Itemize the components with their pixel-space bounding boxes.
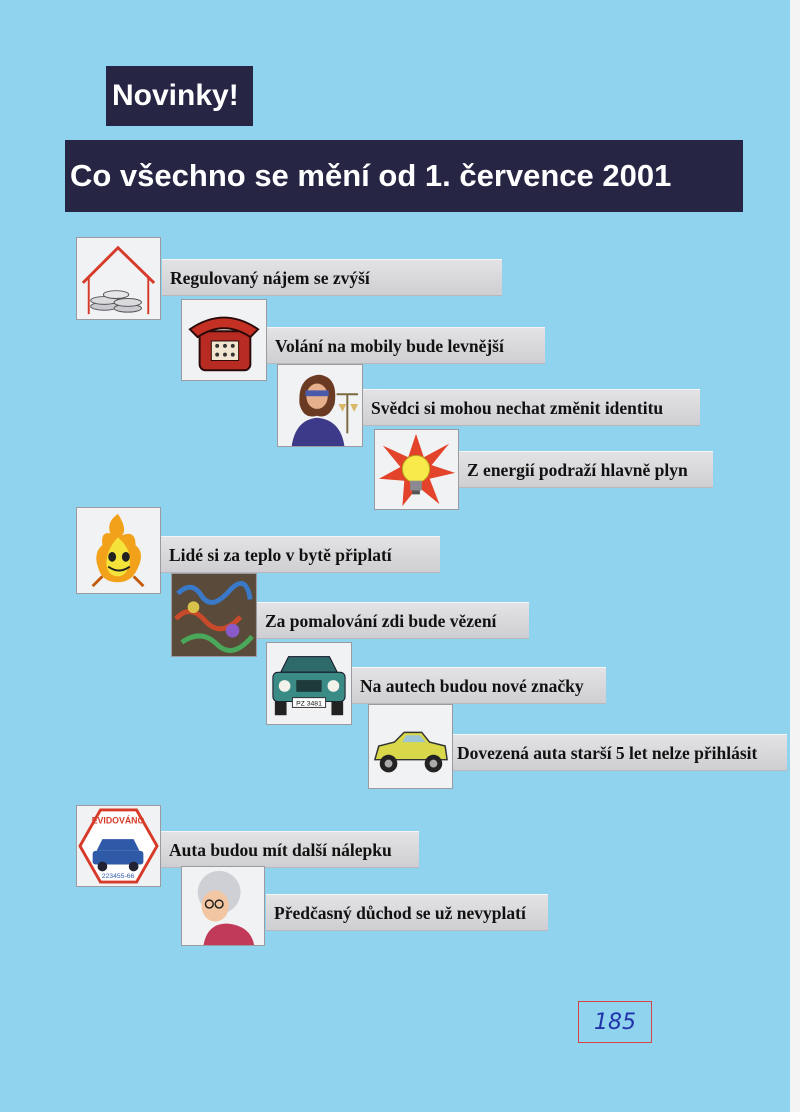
news-item-text: Za pomalování zdi bude vězení <box>257 602 529 639</box>
news-item-text: Z energií podraží hlavně plyn <box>459 451 713 488</box>
page-number: 185 <box>578 1001 652 1043</box>
novinky-badge: Novinky! <box>106 66 253 126</box>
justice-icon <box>277 364 363 447</box>
news-item-text: Dovezená auta starší 5 let nelze přihlásit <box>449 734 787 771</box>
news-item-text: Volání na mobily bude levnější <box>267 327 545 364</box>
lightbulb-icon <box>374 429 459 510</box>
old-car-icon <box>368 704 453 789</box>
elderly-woman-icon <box>181 866 265 946</box>
news-item-text: Svědci si mohou nechat změnit identitu <box>363 389 700 426</box>
headline-banner: Co všechno se mění od 1. července 2001 <box>65 140 743 212</box>
house-coins-icon <box>76 237 161 320</box>
sticker-number: 223455-66 <box>101 873 135 881</box>
news-item-text: Auta budou mít další nálepku <box>161 831 419 868</box>
news-item-text: Na autech budou nové značky <box>352 667 606 704</box>
telephone-icon <box>181 299 267 381</box>
news-item-text: Předčasný důchod se už nevyplatí <box>266 894 548 931</box>
registered-car-sticker-icon <box>76 805 161 887</box>
news-item-text: Regulovaný nájem se zvýší <box>162 259 502 296</box>
car-front-icon <box>266 642 352 725</box>
license-plate-text: PZ 3481 <box>296 700 322 708</box>
news-item-text: Lidé si za teplo v bytě připlatí <box>161 536 440 573</box>
graffiti-icon <box>171 573 257 657</box>
flame-icon <box>76 507 161 594</box>
sticker-label: EVIDOVÁNO <box>91 815 145 826</box>
